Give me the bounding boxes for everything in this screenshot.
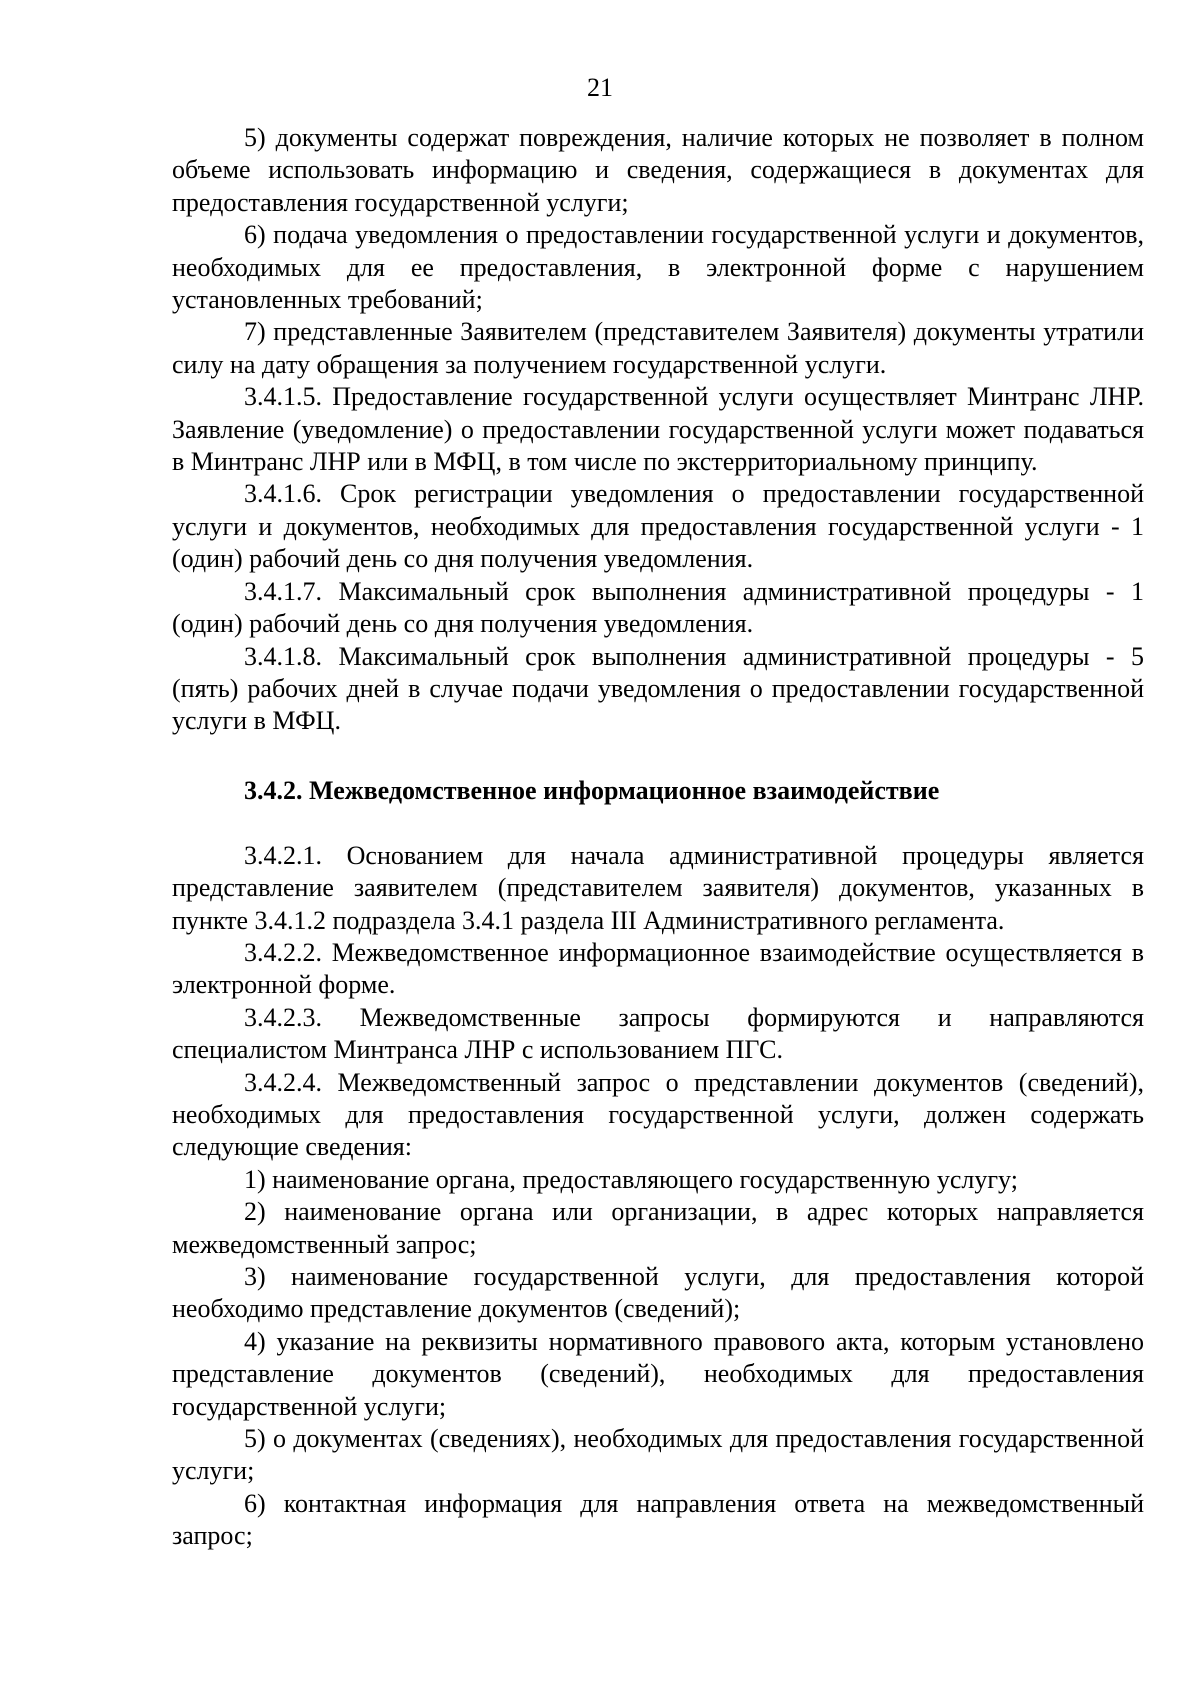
page-number: 21 <box>587 73 613 102</box>
paragraph: 3.4.1.5. Предоставление государственной услуги осуществляет Минтранс ЛНР. Заявление (уведомление) о предоставлении государственной услуги может подаваться в Минтранс ЛНР или в МФЦ, в том числе по экстерриториальному принципу. <box>172 382 1144 477</box>
list-item: 6) контактная информация для направления ответа на межведомственный запрос; <box>172 1488 1144 1551</box>
section-heading: 3.4.2. Межведомственное информационное взаимодействие <box>244 775 940 805</box>
paragraph: 3.4.2.3. Межведомственные запросы формируются и направляются специалистом Минтранса ЛНР с использованием ПГС. <box>172 1002 1144 1065</box>
paragraph: 3.4.2.2. Межведомственное информационное взаимодействие осуществляется в электронной форме. <box>172 937 1144 1000</box>
paragraph: 5) документы содержат повреждения, наличие которых не позволяет в полном объеме использовать информацию и сведения, содержащиеся в документах для предоставления государственной услуги; <box>172 123 1144 217</box>
list-item: 2) наименование органа или организации, в адрес которых направляется межведомственный запрос; <box>172 1197 1144 1259</box>
paragraph: 3.4.2.1. Основанием для начала административной процедуры является представление заявителем (представителем заявителя) документов, указанных в пункте 3.4.1.2 подраздела 3.4.1 раздела III Административного регламента. <box>172 840 1144 935</box>
paragraph: 7) представленные Заявителем (представителем Заявителя) документы утратили силу на дату обращения за получением государственной услуги. <box>172 317 1144 379</box>
paragraph: 3.4.1.8. Максимальный срок выполнения административной процедуры - 5 (пять) рабочих дней в случае подачи уведомления о предоставлении государственной услуги в МФЦ. <box>172 641 1144 736</box>
list-item: 5) о документах (сведениях), необходимых для предоставления государственной услуги; <box>172 1424 1144 1486</box>
paragraph: 3.4.1.7. Максимальный срок выполнения административной процедуры - 1 (один) рабочий день со дня получения уведомления. <box>172 576 1144 639</box>
list-item: 3) наименование государственной услуги, для предоставления которой необходимо представление документов (сведений); <box>172 1262 1144 1324</box>
document-body <box>172 122 1144 1553</box>
list-item: 1) наименование органа, предоставляющего государственную услугу; <box>244 1164 1018 1194</box>
paragraph: 6) подача уведомления о предоставлении государственной услуги и документов, необходимых для ее предоставления, в электронной форме с нарушением установленных требований; <box>172 220 1144 315</box>
list-item: 4) указание на реквизиты нормативного правового акта, которым установлено представление документов (сведений), необходимых для предоставления государственной услуги; <box>172 1326 1144 1421</box>
paragraph: 3.4.1.6. Срок регистрации уведомления о предоставлении государственной услуги и документов, необходимых для предоставления государственной услуги - 1 (один) рабочий день со дня получения уведомления. <box>172 479 1144 574</box>
paragraph: 3.4.2.4. Межведомственный запрос о представлении документов (сведений), необходимых для предоставления государственной услуги, должен содержать следующие сведения: <box>172 1067 1144 1162</box>
